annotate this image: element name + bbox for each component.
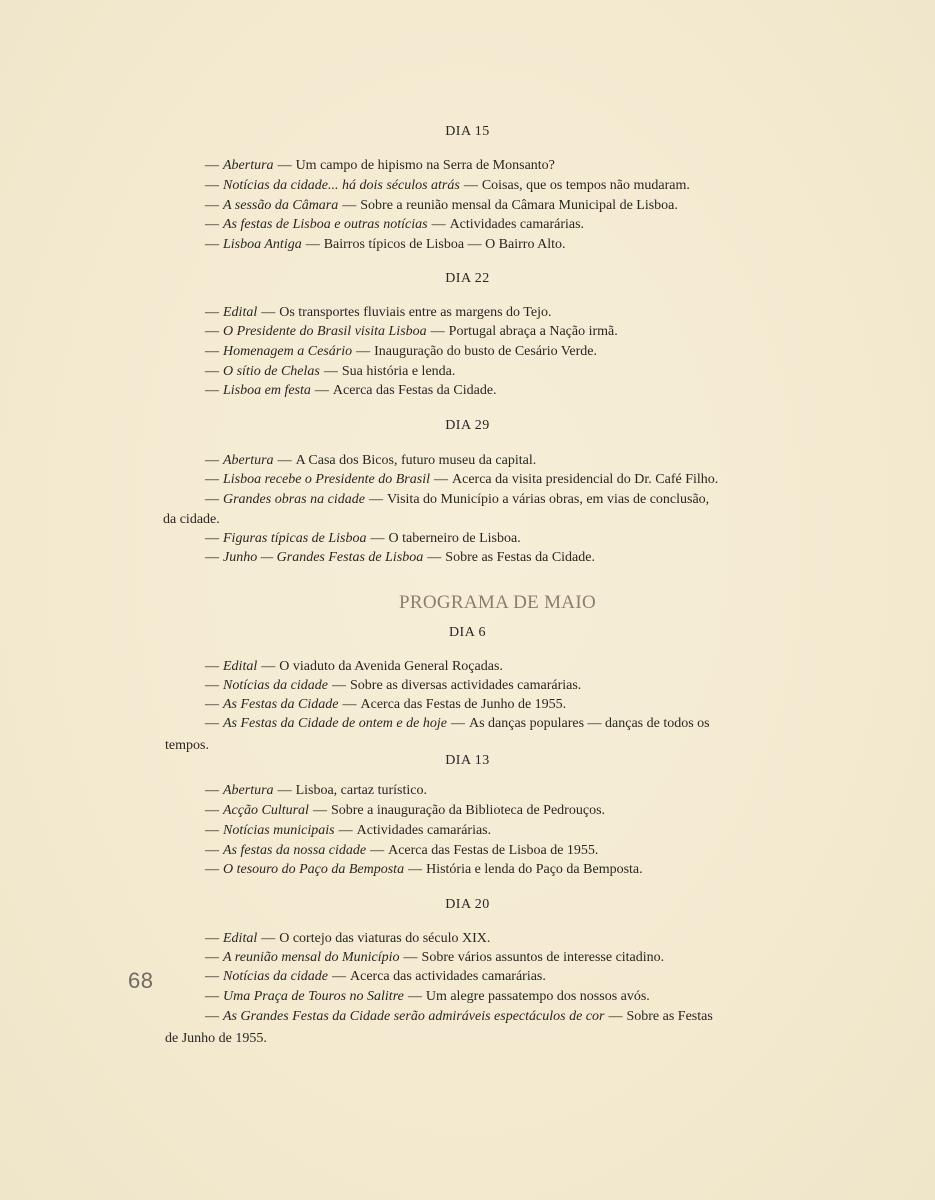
entry-title: Notícias da cidade... há dois séculos atrás xyxy=(223,178,460,193)
entry-text: Acerca da visita presidencial do Dr. Café Filho. xyxy=(452,472,719,487)
entry-title: Abertura xyxy=(223,783,274,798)
entry-title: Abertura xyxy=(223,453,274,468)
entry-title: A sessão da Câmara xyxy=(223,198,339,213)
entry-text: Inauguração do busto de Cesário Verde. xyxy=(374,344,598,359)
section-heading-dia6: DIA 6 xyxy=(448,625,487,640)
entry-text: Lisboa, cartaz turístico. xyxy=(295,783,427,798)
entry-text: Portugal abraça a Nação irmã. xyxy=(448,324,618,339)
entry-title: Uma Praça de Touros no Salitre xyxy=(223,989,404,1004)
entry-text: Sobre vários assuntos de interesse citadino. xyxy=(421,950,665,965)
entry-title: As Grandes Festas da Cidade serão admiráveis espectáculos de cor xyxy=(223,1009,605,1024)
section-heading-dia22: DIA 22 xyxy=(445,271,490,286)
entry-title: Edital xyxy=(223,305,258,320)
entry-text: Os transportes fluviais entre as margens do Tejo. xyxy=(279,305,552,320)
entry-title: Acção Cultural xyxy=(223,803,309,818)
entry-text: Sobre a inauguração da Biblioteca de Pedrouços. xyxy=(330,803,606,818)
entry-title: A reunião mensal do Município xyxy=(223,950,400,965)
entry-dia29-1: — Abertura — A Casa dos Bicos, futuro museu da capital. xyxy=(205,453,537,468)
entry-text: Actividades camarárias. xyxy=(449,217,585,232)
entry-dia22-3: — Homenagem a Cesário — Inauguração do busto de Cesário Verde. xyxy=(205,344,598,359)
entry-title: As Festas da Cidade de ontem e de hoje xyxy=(223,716,447,731)
entry-dia15-1: — Abertura — Um campo de hipismo na Serra de Monsanto? xyxy=(205,158,555,173)
entry-title: O sítio de Chelas xyxy=(223,364,320,379)
entry-title: Lisboa em festa xyxy=(223,383,311,398)
entry-dia15-4: — As festas de Lisboa e outras notícias — Actividades camarárias. xyxy=(205,217,585,232)
entry-dia6-3: — As Festas da Cidade — Acerca das Festas de Junho de 1955. xyxy=(205,697,567,712)
entry-dia29-3: — Grandes obras na cidade — Visita do Município a várias obras, em vias de conclusão, xyxy=(205,492,710,507)
entry-title: As festas de Lisboa e outras notícias xyxy=(223,217,428,232)
program-title: PROGRAMA DE MAIO xyxy=(399,592,596,613)
entry-text: Acerca das actividades camarárias. xyxy=(350,969,546,984)
entry-title: Junho — Grandes Festas de Lisboa xyxy=(223,550,424,565)
entry-continuation: da cidade. xyxy=(163,512,220,527)
entry-title: Edital xyxy=(223,931,258,946)
entry-dia15-3: — A sessão da Câmara — Sobre a reunião mensal da Câmara Municipal de Lisboa. xyxy=(205,198,678,213)
entry-text: Bairros típicos de Lisboa — O Bairro Alto. xyxy=(323,237,566,252)
entry-title: O tesouro do Paço da Bemposta xyxy=(223,862,405,877)
entry-title: Homenagem a Cesário xyxy=(223,344,353,359)
entry-dia29-2: — Lisboa recebe o Presidente do Brasil — Acerca da visita presidencial do Dr. Café Filho. xyxy=(205,472,719,487)
entry-text: O taberneiro de Lisboa. xyxy=(388,531,521,546)
entry-dia20-5: — As Grandes Festas da Cidade serão admiráveis espectáculos de cor — Sobre as Festas xyxy=(205,1009,713,1024)
entry-title: Notícias da cidade xyxy=(223,969,328,984)
entry-text: O viaduto da Avenida General Roçadas. xyxy=(279,659,503,674)
entry-text: Sobre as diversas actividades camarárias. xyxy=(350,678,582,693)
entry-dia15-2: — Notícias da cidade... há dois séculos atrás — Coisas, que os tempos não mudaram. xyxy=(205,178,690,193)
entry-dia6-2: — Notícias da cidade — Sobre as diversas actividades camarárias. xyxy=(205,678,582,693)
entry-dia22-4: — O sítio de Chelas — Sua história e lenda. xyxy=(205,364,456,379)
entry-dia13-3: — Notícias municipais — Actividades camarárias. xyxy=(205,823,492,838)
entry-dia13-4: — As festas da nossa cidade — Acerca das Festas de Lisboa de 1955. xyxy=(205,843,599,858)
entry-text: A Casa dos Bicos, futuro museu da capital. xyxy=(295,453,537,468)
entry-continuation: tempos. xyxy=(165,738,209,753)
entry-text: Sobre as Festas da Cidade. xyxy=(445,550,595,565)
entry-title: Notícias municipais xyxy=(223,823,335,838)
entry-title: Lisboa recebe o Presidente do Brasil xyxy=(223,472,430,487)
entry-dia20-3: — Notícias da cidade — Acerca das actividades camarárias. xyxy=(205,969,546,984)
entry-text: Sobre a reunião mensal da Câmara Municipal de Lisboa. xyxy=(360,198,678,213)
entry-text: Visita do Município a várias obras, em vias de conclusão, xyxy=(386,492,710,507)
entry-dia13-2: — Acção Cultural — Sobre a inauguração da Biblioteca de Pedrouços. xyxy=(205,803,606,818)
entry-text: As danças populares — danças de todos os xyxy=(468,716,710,731)
entry-text: O cortejo das viaturas do século XIX. xyxy=(279,931,491,946)
entry-title: Abertura xyxy=(223,158,274,173)
entry-dia29-4: — Figuras típicas de Lisboa — O taberneiro de Lisboa. xyxy=(205,531,521,546)
page-number: 68 xyxy=(128,968,154,993)
entry-title: Figuras típicas de Lisboa xyxy=(223,531,367,546)
entry-text: Coisas, que os tempos não mudaram. xyxy=(481,178,690,193)
entry-title: Grandes obras na cidade xyxy=(223,492,365,507)
entry-dia6-1: — Edital — O viaduto da Avenida General Roçadas. xyxy=(205,659,503,674)
entry-text: Acerca das Festas de Lisboa de 1955. xyxy=(388,843,599,858)
entry-text: Sua história e lenda. xyxy=(341,364,456,379)
section-heading-dia13: DIA 13 xyxy=(445,753,490,768)
entry-text: Acerca das Festas da Cidade. xyxy=(332,383,497,398)
entry-dia13-5: — O tesouro do Paço da Bemposta — História e lenda do Paço da Bemposta. xyxy=(205,862,643,877)
entry-dia20-2: — A reunião mensal do Município — Sobre vários assuntos de interesse citadino. xyxy=(205,950,665,965)
entry-continuation: de Junho de 1955. xyxy=(165,1031,267,1046)
entry-title: As festas da nossa cidade xyxy=(223,843,367,858)
section-heading-dia15: DIA 15 xyxy=(445,124,490,139)
entry-text: Um campo de hipismo na Serra de Monsanto? xyxy=(295,158,555,173)
entry-dia20-1: — Edital — O cortejo das viaturas do século XIX. xyxy=(205,931,491,946)
entry-dia6-4: — As Festas da Cidade de ontem e de hoje — As danças populares — danças de todos os xyxy=(205,716,710,731)
entry-dia15-5: — Lisboa Antiga — Bairros típicos de Lisboa — O Bairro Alto. xyxy=(205,237,566,252)
entry-text: Sobre as Festas xyxy=(626,1009,713,1024)
entry-text: Acerca das Festas de Junho de 1955. xyxy=(360,697,567,712)
entry-text: Um alegre passatempo dos nossos avós. xyxy=(425,989,650,1004)
entry-dia22-2: — O Presidente do Brasil visita Lisboa — Portugal abraça a Nação irmã. xyxy=(205,324,618,339)
entry-dia22-1: — Edital — Os transportes fluviais entre as margens do Tejo. xyxy=(205,305,552,320)
entry-title: Edital xyxy=(223,659,258,674)
entry-text: Actividades camarárias. xyxy=(356,823,492,838)
entry-title: Notícias da cidade xyxy=(223,678,328,693)
entry-dia29-5: — Junho — Grandes Festas de Lisboa — Sobre as Festas da Cidade. xyxy=(205,550,595,565)
entry-dia20-4: — Uma Praça de Touros no Salitre — Um alegre passatempo dos nossos avós. xyxy=(205,989,650,1004)
entry-text: História e lenda do Paço da Bemposta. xyxy=(426,862,643,877)
section-heading-dia29: DIA 29 xyxy=(445,418,490,433)
entry-dia22-5: — Lisboa em festa — Acerca das Festas da Cidade. xyxy=(205,383,497,398)
entry-title: Lisboa Antiga xyxy=(223,237,302,252)
entry-title: O Presidente do Brasil visita Lisboa xyxy=(223,324,427,339)
entry-dia13-1: — Abertura — Lisboa, cartaz turístico. xyxy=(205,783,427,798)
entry-title: As Festas da Cidade xyxy=(223,697,339,712)
section-heading-dia20: DIA 20 xyxy=(445,897,490,912)
